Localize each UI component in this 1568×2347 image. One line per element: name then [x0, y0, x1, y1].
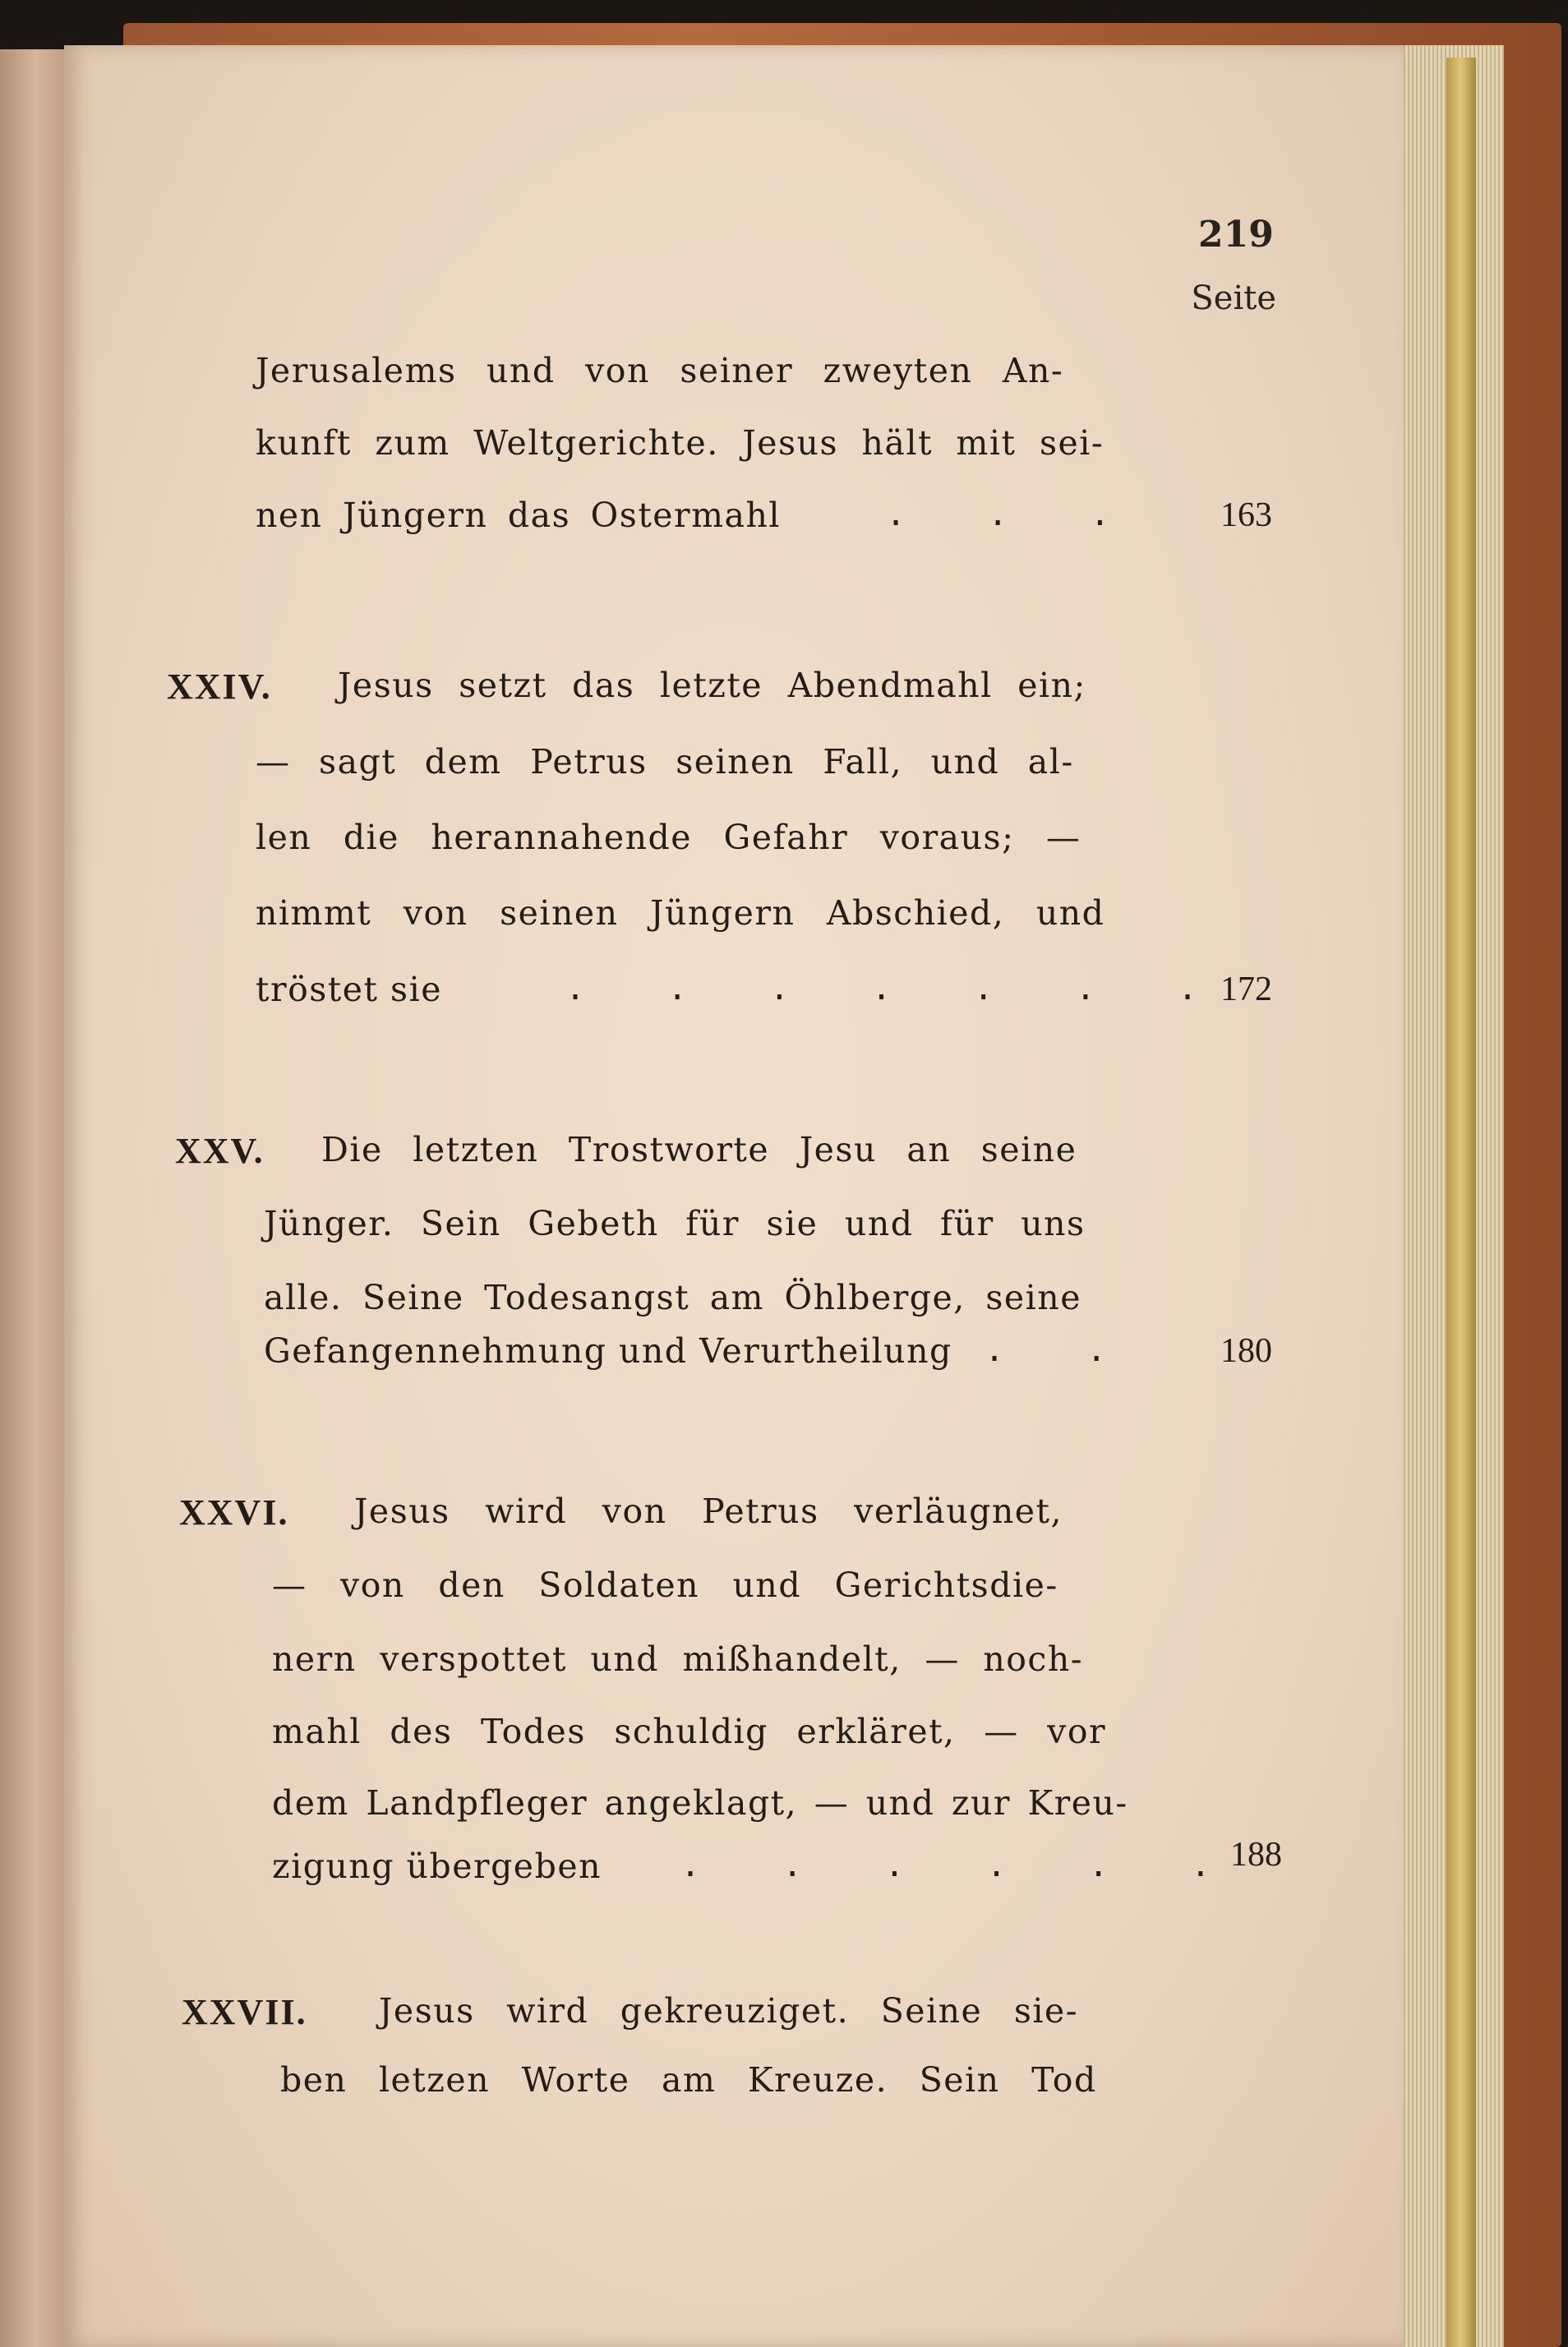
entry-line: zigung übergeben: [272, 1847, 602, 1886]
page-number: 219: [1198, 214, 1274, 256]
column-heading-seite: Seite: [1191, 279, 1276, 317]
entry-line: dem Landpfleger angeklagt, — und zur Kreu-: [272, 1783, 1128, 1823]
entry-line: nern verspottet und mißhandelt, — noch-: [272, 1639, 1084, 1679]
chapter-numeral: XXIV.: [167, 666, 272, 707]
entry-line: Die letzten Trostworte Jesu an seine: [321, 1130, 1077, 1169]
toc-page-number: 163: [1220, 496, 1272, 534]
entry-line: kunft zum Weltgerichte. Jesus hält mit sei-: [256, 423, 1105, 463]
book-page: [64, 45, 1404, 2347]
toc-page-number: 172: [1220, 971, 1272, 1008]
toc-page-number: 180: [1220, 1332, 1272, 1370]
entry-line: Jesus setzt das letzte Abendmahl ein;: [338, 666, 1086, 705]
entry-line: Jesus wird gekreuziget. Seine sie-: [379, 1991, 1079, 2031]
entry-line: Jünger. Sein Gebeth für sie und für uns: [264, 1204, 1086, 1243]
entry-line: Gefangennehmung und Verurtheilung: [264, 1331, 952, 1371]
chapter-numeral: XXVI.: [179, 1492, 289, 1533]
toc-page-number: 188: [1230, 1836, 1282, 1874]
entry-line: — von den Soldaten und Gerichtsdie-: [272, 1565, 1058, 1605]
entry-line: mahl des Todes schuldig erkläret, — vor: [272, 1712, 1107, 1751]
dot-leaders: . . . . . .: [680, 1847, 1242, 1884]
entry-line: tröstet sie: [256, 970, 442, 1009]
entry-line: Jerusalems und von seiner zweyten An-: [256, 351, 1064, 390]
chapter-numeral: XXVII.: [182, 1992, 307, 2032]
previous-page-edge: [0, 49, 64, 2347]
entry-line: nen Jüngern das Ostermahl: [256, 496, 781, 535]
dot-leaders: . . . . . . .: [565, 970, 1229, 1008]
entry-line: ben letzen Worte am Kreuze. Sein Tod: [280, 2060, 1097, 2100]
gilt-edge: [1446, 58, 1476, 2347]
entry-line: — sagt dem Petrus seinen Fall, und al-: [256, 742, 1074, 782]
entry-line: nimmt von seinen Jüngern Abschied, und: [256, 893, 1105, 933]
dot-leaders: . . .: [886, 496, 1141, 533]
chapter-numeral: XXV.: [175, 1131, 265, 1171]
entry-line: Jesus wird von Petrus verläugnet,: [354, 1492, 1063, 1531]
entry-line: alle. Seine Todesangst am Öhlberge, seine: [264, 1278, 1081, 1317]
entry-line: len die herannahende Gefahr voraus; —: [256, 818, 1081, 857]
dot-leaders: . .: [985, 1331, 1138, 1369]
